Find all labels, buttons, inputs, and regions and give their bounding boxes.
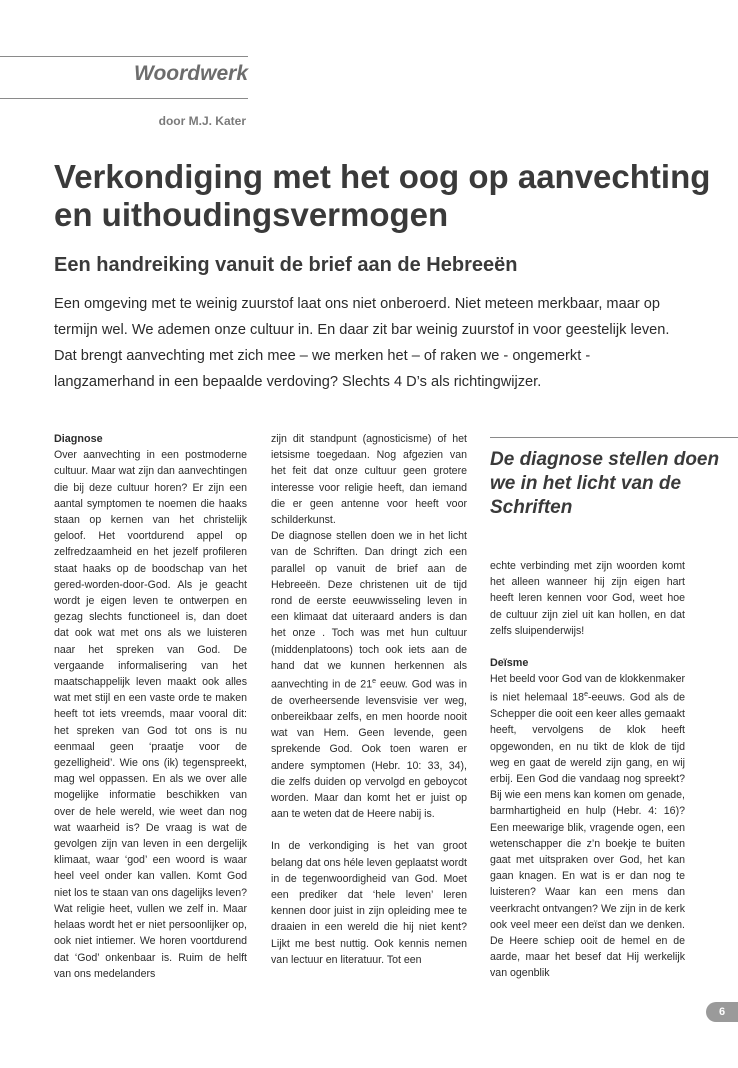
pullquote-rule [490,437,738,438]
column-3 [490,558,685,982]
header-rule-top [0,56,248,57]
body-paragraph: echte verbinding met zijn woorden komt het alleen wanneer hij zijn eigen hart heeft leren kennen voor God, weet hoe de cultuur zijn ziel uit kan hollen, en dat zelfs sluipenderwijs! [490,560,685,637]
body-paragraph: Over aanvechting in een postmoderne cultuur. Maar wat zijn dan aanvechtingen die bij deze cultuur horen? Er zijn een aantal symptomen te noemen die haaks staan op kernen van het christelijk geloof. Het voortdurend appel op zelfredzaamheid en het jezelf profileren staat haaks op de boodschap van het gered-worden-door-God. Als je geacht wordt je eigen leven te ontwerpen en gezag slechts functioneel is, dan doet dat ook wat met ons als we luisteren naar het spreken van God. De vergaande informalisering van het maatschappelijk leven maakt ook alles wat met stijl en een vaste orde te maken heeft tot iets vreemds, maar vooral dit: het spreken van God tot ons is nu eenmaal geen ‘praatje voor de gezelligheid’. Wie ons (ik) tegenspreekt, mag wel oppassen. En als we over alle mogelijke informatie beschikken van over de hele wereld, wie weet dan nog wat waarheid is? De vraag is wat de gevolgen zijn van leven in een dergelijk klimaat, waar ‘god’ een woord is waar heel veel onder kan vallen. Komt God niet los te staan van ons dagelijks leven? Wat religie heet, vullen we zelf in. Maar helaas wordt het er niet persoonlijker op, ook niet intiemer. We horen voortdurend dat ‘God’ onkenbaar is. Ruim de helft van ons medelanders [54,449,247,980]
section-heading-deisme: Deïsme [490,657,529,670]
column-1 [54,431,247,982]
header-rule-bottom [0,98,248,99]
body-paragraph: In de verkondiging is het van groot belang dat ons héle leven geplaatst wordt in de tegenwoordigheid van God. Moet een prediker dat ‘hele leven’ leren kennen door juist in zijn opleiding mee te draaien in een wereld die hij niet kent? Lijkt me best nuttig. Ook kennis nemen van lectuur en literatuur. Tot een [271,840,467,966]
pull-quote: De diagnose stellen doen we in het licht van de Schriften [490,449,720,518]
section-heading-diagnose: Diagnose [54,433,103,445]
column-2 [271,431,467,968]
body-paragraph: De diagnose stellen doen we in het licht van de Schriften. Dan dringt zich een parallel op vanuit de brief aan de Hebreeën. Deze christenen uit de tijd rond de eerste eeuwwisseling leven in een klimaat dat uiteraard anders is dan het onze . Toch was met hun cultuur (middenplatoons) toch ook iets aan de hand dat we kunnen herkennen als aanvechting in de 21e eeuw. God was in de overheersende levensvisie ver weg, onbereikbaar zelfs, en men hoorde nooit wat van Hem. Geen levende, geen sprekende God. Ook toen waren er andere symptomen (Hebr. 10: 33, 34), die zelfs duiden op vervolgd en geboycot worden. Maar dan komt het er juist op aan te weten dat de Heere nabij is. [271,530,467,821]
body-paragraph: Het beeld voor God van de klokkenmaker is niet helemaal 18e-eeuws. God als de Schepper die ooit een keer alles gemaakt heeft, vervolgens de klok heeft opgewonden, en nu tikt de klok de tijd weg en gaat de wereld zijn gang, en wij erbij. Een God die vandaag nog spreekt? Bij wie een mens kan komen om genade, barmhartigheid en hulp (Hebr. 4: 16)? Een meewarige blik, vragende ogen, een wetenschapper die z’n boekje te buiten gaat met uitspraken over God, het kan gaan knagen. En wat is er dan nog te luisteren? Waar kan een mens dan veerkracht ontvangen? We zijn in de kerk ook veel meer een deïst dan we denken. De Heere schiep ooit de hemel en de aarde, maar het besef dat Hij werkelijk van ogenblik [490,673,685,980]
byline: door M.J. Kater [158,114,246,128]
article-title: Verkondiging met het oog op aanvechting en uithoudingsvermogen [54,158,711,233]
page-number: 6 [706,1002,738,1022]
article-intro: Een omgeving met te weinig zuurstof laat ons niet onberoerd. Niet meteen merkbaar, maar op termijn wel. We ademen onze cultuur in. En daar zit bar weinig zuurstof in voor geestelijk leven. Dat brengt aanvechting met zich mee – we merken het – of raken we - ongemerkt - langzamerhand in een bepaalde verdoving? Slechts 4 D’s als richtingwijzer. [54,296,670,390]
body-paragraph: zijn dit standpunt (agnosticisme) of het ietsisme toegedaan. Nog afgezien van het feit dat onze cultuur geen grotere interesse voor religie heeft, dan iemand die er geen antenne voor heeft voor schilderkunst. [271,433,467,527]
section-label: Woordwerk [134,62,248,85]
article-subtitle: Een handreiking vanuit de brief aan de Hebreeën [54,254,518,276]
